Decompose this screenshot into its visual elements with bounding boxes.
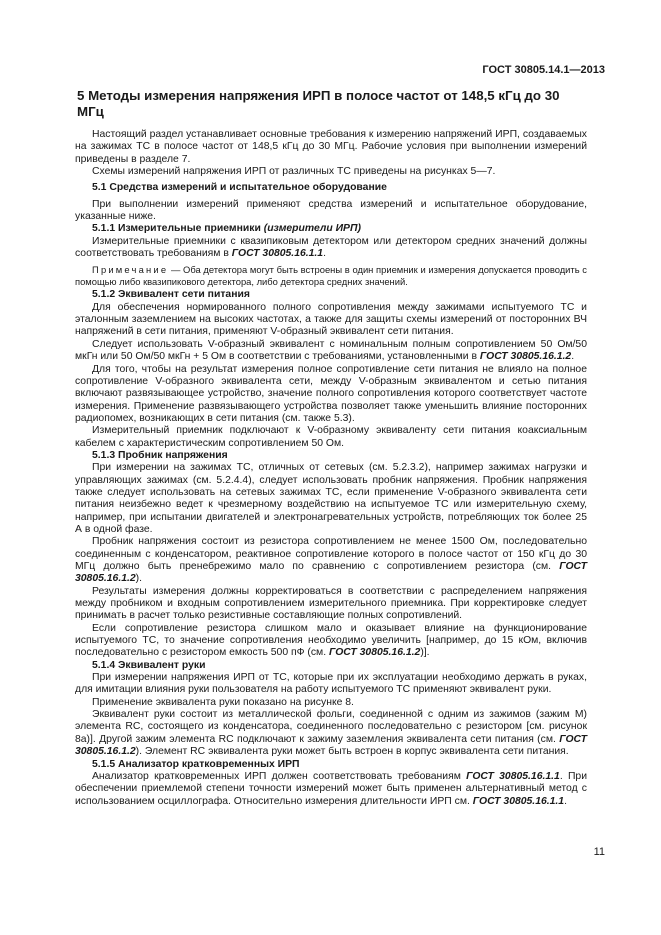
paragraph <box>75 709 587 758</box>
standard-reference: ГОСТ 30805.16.1.1 <box>472 795 565 807</box>
subsection-heading-5-1-2: 5.1.2 Эквивалент сети питания <box>92 289 250 301</box>
standard-reference: ГОСТ 30805.16.1.2 <box>479 351 572 363</box>
subsection-heading-5-1-1 <box>75 223 587 235</box>
page-content <box>75 88 587 808</box>
paragraph: Результаты измерения должны корректироваться в соответствии с распределением напряжения между пробником и входным сопротивлением измерительного приемника. При корректировке следует принимать в расчет только резистивные составляющие полных сопротивлений. <box>75 585 587 622</box>
standard-reference: ГОСТ 30805.16.1.2 <box>328 647 421 659</box>
paragraph <box>75 771 587 808</box>
note-label: Примечание <box>92 264 169 276</box>
paragraph <box>75 339 587 364</box>
text-run: ). Элемент RC эквивалента руки может быть встроен в корпус эквивалента сети питания. <box>135 746 569 758</box>
note-text: — Оба детектора могут быть встроены в один приемник и измерения допускается проводить с помощью либо квазипикового детектора, либо детектора средних значений. <box>75 264 587 287</box>
text-run: . <box>571 351 575 363</box>
paragraph: При выполнении измерений применяют средства измерений и испытательное оборудование, указанные ниже. <box>75 198 587 223</box>
standard-reference: ГОСТ 30805.16.1.1 <box>231 248 324 260</box>
text-run: Измерительные приемники с квазипиковым детектором или детектором средних значений должны соответствовать требованиям в <box>75 235 587 260</box>
subsection-heading-5-1: 5.1 Средства измерений и испытательное оборудование <box>92 182 387 194</box>
heading-number: 5.1.1 Измерительные приемники <box>92 223 264 235</box>
text-run: Эквивалент руки состоит из металлической фольги, соединенной с одним из зажимов (зажим M) элемента RC, состоящего из конденсатора, соединенного последовательно с резистором [см. рисунок 8а)]. Другой зажим элемента RC подключают к зажиму заземления эквивалента сети питания (см. <box>75 709 587 745</box>
subsection-heading-5-1-4: 5.1.4 Эквивалент руки <box>92 659 206 671</box>
paragraph: Для того, чтобы на результат измерения полное сопротивление сети питания не влияло на полное сопротивление V-образного эквивалента сети, между V-образным эквивалентом и сетью питания включают развязывающее устройство, значение полного сопротивления которого соответствует частоте измерения. Применение развязывающего устройства позволяет также уменьшить влияние посторонних радиопомех, возникающих в сети питания (см. также 5.3). <box>75 363 587 424</box>
paragraph: Схемы измерений напряжения ИРП от различных ТС приведены на рисунках 5—7. <box>92 166 496 178</box>
heading-italic: (измерители ИРП) <box>263 223 361 235</box>
text-run: . <box>323 248 326 260</box>
text-run: Если сопротивление резистора слишком мало и оказывает влияние на функционирование испытуемого ТС, то значение сопротивления необходимо увеличить [например, до 15 кОм, включив последовательно с резистором емкость 500 пФ (см. <box>75 622 587 659</box>
text-run: Следует использовать V-образный эквивалент с номинальным полным сопротивлением 50 Ом/50 мкГн или 50 Ом/50 мкГн + 5 Ом в соответствии с требованиями, установленными в <box>75 338 587 363</box>
document-id-header: ГОСТ 30805.14.1—2013 <box>482 64 605 76</box>
section-title: 5 Методы измерения напряжения ИРП в полосе частот от 148,5 кГц до 30 МГц <box>77 88 560 119</box>
standard-reference: ГОСТ 30805.16.1.2 <box>75 733 587 758</box>
paragraph <box>75 236 587 261</box>
paragraph: Применение эквивалента руки показано на рисунке 8. <box>92 696 354 708</box>
paragraph <box>75 623 587 660</box>
text-run: )]. <box>420 647 430 659</box>
paragraph: При измерении напряжения ИРП от ТС, которые при их эксплуатации необходимо держать в руках, для имитации влияния руки пользователя на работу испытуемого ТС применяют эквивалент руки. <box>75 672 587 696</box>
text-run: ). <box>135 573 143 585</box>
text-run: Анализатор кратковременных ИРП должен соответствовать требованиям <box>92 770 467 782</box>
text-run: Пробник напряжения состоит из резистора сопротивлением не менее 1500 Ом, последовательно соединенным с конденсатором, реактивное сопротивление которого в полосе частот от 150 кГц до 30 МГц должно быть пренебрежимо мало по сравнению с сопротивлением резистора (см. <box>75 536 587 572</box>
paragraph: Измерительный приемник подключают к V-образному эквиваленту сети питания коаксиальным кабелем с характеристическим сопротивлением 50 Ом. <box>75 425 587 449</box>
text-run: . При обеспечении приемлемой степени точности измерений может быть применен альтернативный метод с использованием осциллографа. Относительно измерения длительности ИРП см. <box>75 770 587 807</box>
standard-reference: ГОСТ 30805.16.1.1 <box>466 770 560 782</box>
page-number: 11 <box>593 846 605 858</box>
paragraph <box>75 536 587 585</box>
subsection-heading-5-1-3: 5.1.3 Пробник напряжения <box>92 449 228 461</box>
paragraph: При измерении на зажимах ТС, отличных от сетевых (см. 5.2.3.2), например зажимах нагрузки и управляющих зажимах (см. 5.2.4.4), следует использовать пробник напряжения. Пробник напряжения также следует использовать на сетевых зажимах ТС, если применение V-образного эквивалента сети питания неизбежно ведет к чрезмерному воздействию на испытуемое ТС или измерительную схему, например, при испытании двигателей и электронагревательных устройств, потребляющих ток более 25 А в одной фазе. <box>75 462 587 535</box>
paragraph: Для обеспечения нормированного полного сопротивления между зажимами испытуемого ТС и эталонным заземлением на высоких частотах, а также для защиты схемы измерений от посторонних ВЧ напряжений в сети питания, применяют V-образный эквивалент сети питания. <box>75 301 587 338</box>
subsection-heading-5-1-5: 5.1.5 Анализатор кратковременных ИРП <box>92 758 300 770</box>
note <box>75 264 587 287</box>
standard-reference: ГОСТ 30805.16.1.2 <box>75 561 587 585</box>
text-run: . <box>564 795 567 807</box>
paragraph: Настоящий раздел устанавливает основные требования к измерению напряжений ИРП, создаваемых на зажимах ТС в полосе частот от 148,5 кГц до 30 МГц. Рабочие условия при выполнении измерений приведены в разделе 7. <box>75 129 587 165</box>
